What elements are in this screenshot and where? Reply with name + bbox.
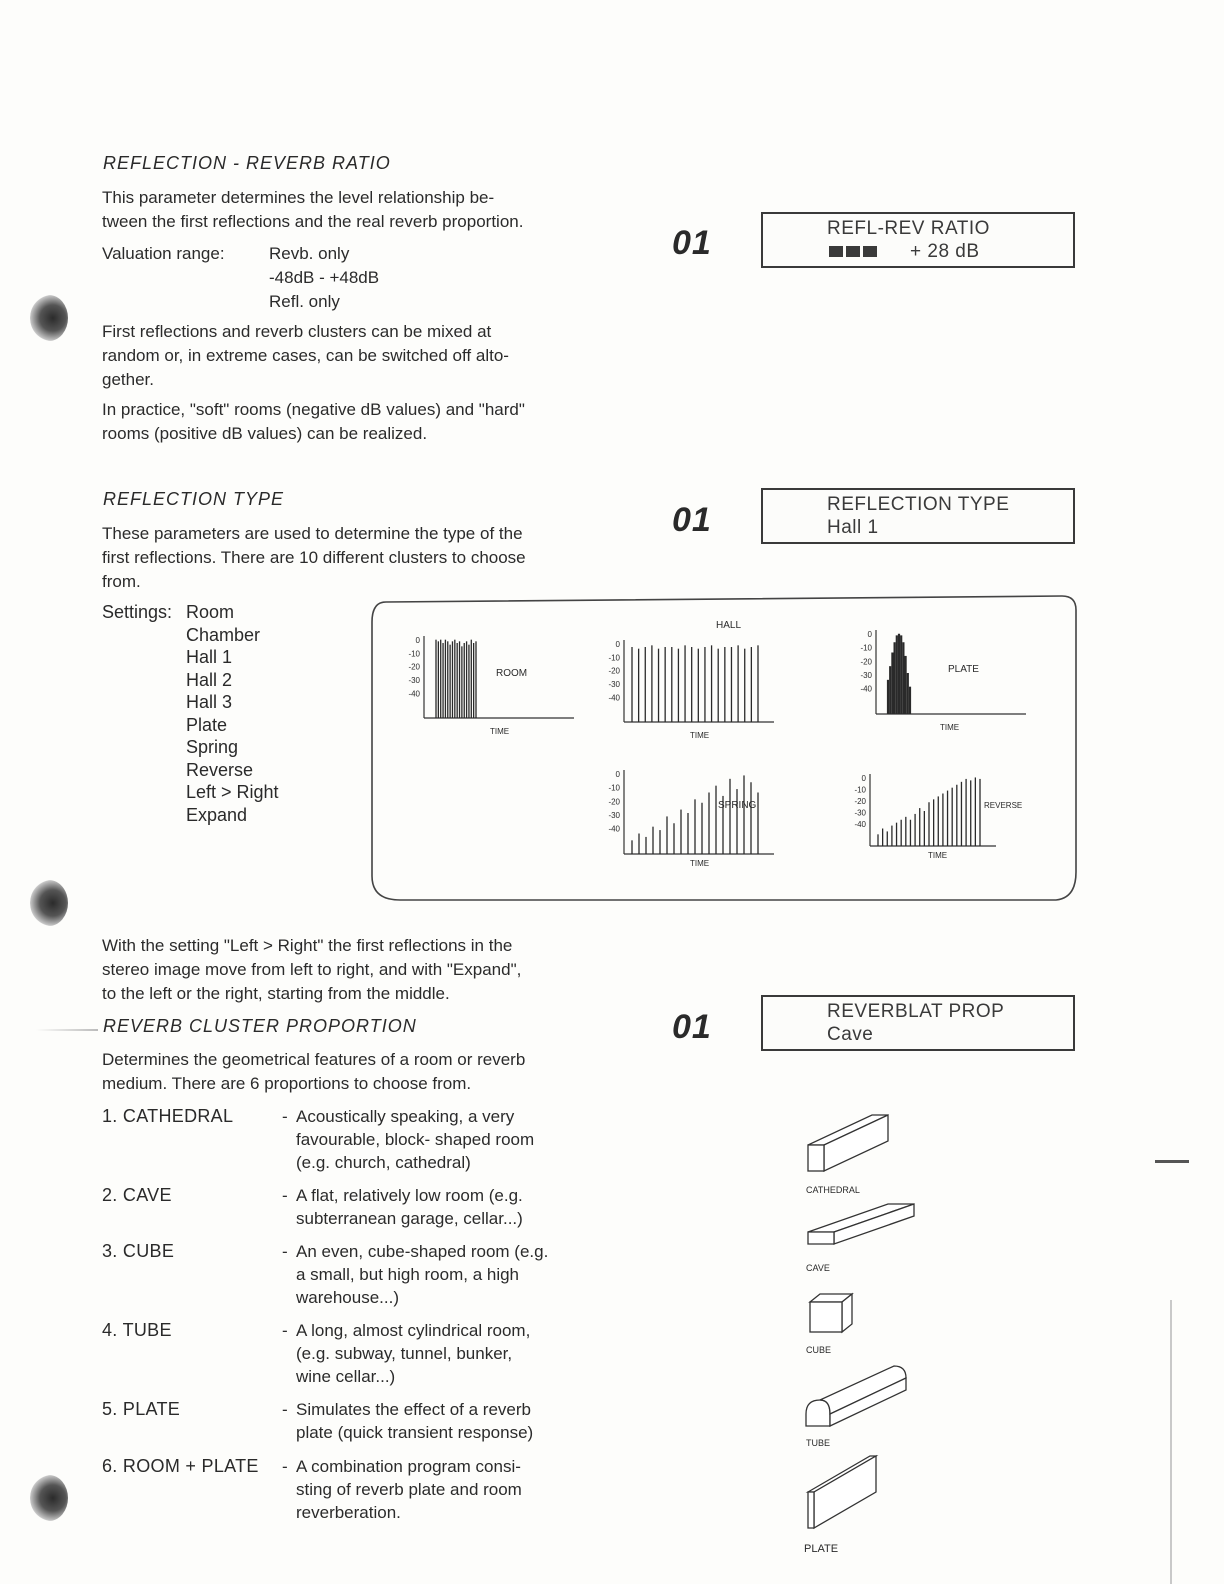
reflection-charts-panel bbox=[366, 594, 1082, 906]
shape-label: CUBE bbox=[806, 1345, 832, 1355]
binder-hole-middle bbox=[30, 880, 68, 926]
proportion-name: 6. ROOM + PLATE bbox=[102, 1456, 259, 1476]
settings-item: Hall 2 bbox=[186, 669, 233, 690]
page-edge-line bbox=[1170, 1300, 1172, 1584]
range-value: -48dB - +48dB bbox=[269, 268, 380, 287]
y-tick-label: -40 bbox=[408, 689, 420, 699]
proportion-name: 4. TUBE bbox=[102, 1320, 172, 1340]
text-line: subterranean garage, cellar...) bbox=[296, 1209, 523, 1228]
settings-item: Expand bbox=[186, 804, 248, 825]
reflection-chart-plate bbox=[860, 630, 1026, 732]
text-line: (e.g. subway, tunnel, bunker, bbox=[296, 1344, 513, 1363]
y-tick-label: -10 bbox=[608, 783, 620, 793]
settings-item: Spring bbox=[186, 737, 239, 757]
text-line: from. bbox=[102, 572, 141, 591]
y-tick-label: -10 bbox=[608, 653, 620, 663]
reflection-chart-hall bbox=[608, 620, 774, 740]
shape-label: CATHEDRAL bbox=[806, 1185, 860, 1195]
ratio-mix-text bbox=[102, 320, 584, 392]
text-line: tween the first reflections and the real reverb proportion. bbox=[102, 212, 524, 231]
y-tick-label: -10 bbox=[860, 643, 872, 653]
range-label: Valuation range: bbox=[102, 244, 225, 263]
y-tick-label: -40 bbox=[608, 693, 620, 703]
reflection-chart-room bbox=[408, 636, 574, 736]
y-tick-label: -40 bbox=[608, 824, 620, 834]
x-axis-label: TIME bbox=[690, 731, 710, 740]
settings-item: Room bbox=[186, 602, 235, 622]
program-number: 01 bbox=[672, 501, 712, 539]
text-line: In practice, "soft" rooms (negative dB values) and "hard" bbox=[102, 400, 525, 419]
text-line: Acoustically speaking, a very bbox=[296, 1107, 515, 1126]
plate-shape-icon bbox=[796, 1450, 926, 1560]
text-line: An even, cube-shaped room (e.g. bbox=[296, 1242, 549, 1261]
text-line: These parameters are used to determine the type of the bbox=[102, 524, 523, 543]
lcd-line-1: REVERBLAT PROP bbox=[827, 1001, 1005, 1022]
text-line: a small, but high room, a high bbox=[296, 1265, 520, 1284]
text-line: warehouse...) bbox=[296, 1288, 399, 1307]
y-tick-label: -20 bbox=[854, 797, 866, 807]
x-axis-label: TIME bbox=[490, 727, 510, 736]
y-tick-label: -10 bbox=[408, 649, 420, 659]
scan-mark bbox=[1155, 1160, 1189, 1163]
tube-shape-icon bbox=[796, 1360, 926, 1452]
proportion-name: 3. CUBE bbox=[102, 1241, 175, 1261]
shape-label: TUBE bbox=[806, 1438, 831, 1448]
cave-shape-icon bbox=[796, 1198, 926, 1278]
ratio-description bbox=[102, 186, 584, 234]
text-line: Simulates the effect of a reverb bbox=[296, 1400, 531, 1419]
text-line: gether. bbox=[102, 370, 154, 389]
section-heading-cluster: REVERB CLUSTER PROPORTION bbox=[103, 1016, 417, 1036]
left-right-note bbox=[102, 934, 584, 1006]
range-values bbox=[269, 242, 469, 314]
y-tick-label: -30 bbox=[854, 808, 866, 818]
y-tick-label: -20 bbox=[608, 797, 620, 807]
y-tick-label: -30 bbox=[408, 675, 420, 685]
y-tick-label: -30 bbox=[860, 671, 872, 681]
text-line: With the setting "Left > Right" the first reflections in the bbox=[102, 936, 513, 955]
text-line: random or, in extreme cases, can be switched off alto- bbox=[102, 346, 509, 365]
proportion-name: 5. PLATE bbox=[102, 1399, 181, 1419]
settings-item: Hall 1 bbox=[186, 647, 233, 667]
x-axis-label: TIME bbox=[928, 851, 948, 860]
section-heading-type: REFLECTION TYPE bbox=[103, 489, 285, 509]
lcd-display-type bbox=[761, 488, 1075, 544]
y-tick-label: -30 bbox=[608, 679, 620, 689]
chart-name-label: REVERSE bbox=[984, 801, 1023, 810]
settings-item: Hall 3 bbox=[186, 692, 233, 712]
lcd-line-1: REFLECTION TYPE bbox=[827, 494, 1010, 515]
proportion-name: 1. CATHEDRAL bbox=[102, 1106, 234, 1126]
cathedral-shape-icon bbox=[796, 1105, 926, 1201]
level-bar-icon bbox=[829, 246, 881, 258]
scan-streak bbox=[36, 1029, 98, 1031]
settings-label: Settings: bbox=[102, 602, 173, 622]
y-tick-label: 0 bbox=[861, 774, 866, 783]
text-line: medium. There are 6 proportions to choose from. bbox=[102, 1074, 472, 1093]
cube-shape-icon bbox=[796, 1284, 926, 1358]
lcd-display-cluster bbox=[761, 995, 1075, 1051]
text-line: (e.g. church, cathedral) bbox=[296, 1153, 471, 1172]
lcd-display-ratio bbox=[761, 212, 1075, 268]
binder-hole-bottom bbox=[30, 1475, 68, 1521]
settings-list bbox=[186, 601, 279, 826]
program-number: 01 bbox=[672, 224, 712, 262]
y-tick-label: 0 bbox=[415, 636, 420, 645]
cluster-description bbox=[102, 1048, 584, 1096]
lcd-line-2: + 28 dB bbox=[910, 241, 980, 262]
binder-hole-top bbox=[30, 295, 68, 341]
type-description bbox=[102, 522, 584, 594]
program-number: 01 bbox=[672, 1008, 712, 1046]
settings-item: Reverse bbox=[186, 759, 254, 780]
ratio-practice-text bbox=[102, 398, 584, 446]
y-tick-label: 0 bbox=[867, 630, 872, 639]
text-line: rooms (positive dB values) can be realized. bbox=[102, 424, 428, 443]
range-value: Refl. only bbox=[269, 292, 340, 311]
text-line: A combination program consi- bbox=[296, 1457, 521, 1476]
section-heading-ratio: REFLECTION - REVERB RATIO bbox=[103, 153, 391, 173]
chart-name-label: ROOM bbox=[496, 668, 528, 679]
chart-name-label: PLATE bbox=[948, 664, 979, 675]
reflection-chart-spring bbox=[608, 770, 774, 868]
y-tick-label: 0 bbox=[615, 640, 620, 649]
y-tick-label: -20 bbox=[408, 662, 420, 672]
chart-name-label: HALL bbox=[716, 620, 742, 631]
text-line: wine cellar...) bbox=[296, 1367, 396, 1386]
y-tick-label: -40 bbox=[854, 820, 866, 830]
settings-item: Plate bbox=[186, 714, 228, 735]
text-line: favourable, block- shaped room bbox=[296, 1130, 535, 1149]
text-line: This parameter determines the level relationship be- bbox=[102, 188, 495, 207]
x-axis-label: TIME bbox=[940, 723, 960, 732]
proportion-name: 2. CAVE bbox=[102, 1185, 172, 1205]
settings-item: Chamber bbox=[186, 624, 261, 645]
text-line: reverberation. bbox=[296, 1503, 401, 1522]
text-line: First reflections and reverb clusters can be mixed at bbox=[102, 322, 492, 341]
y-tick-label: -30 bbox=[608, 811, 620, 821]
lcd-line-1: REFL-REV RATIO bbox=[827, 218, 990, 239]
reflection-chart-reverse bbox=[854, 774, 1022, 860]
lcd-line-2: Hall 1 bbox=[827, 517, 879, 538]
shape-label: PLATE bbox=[804, 1543, 839, 1555]
text-line: Determines the geometrical features of a room or reverb bbox=[102, 1050, 526, 1069]
text-line: first reflections. There are 10 different clusters to choose bbox=[102, 548, 526, 567]
shape-label: CAVE bbox=[806, 1263, 830, 1273]
y-tick-label: -20 bbox=[608, 666, 620, 676]
text-line: plate (quick transient response) bbox=[296, 1423, 534, 1442]
y-tick-label: 0 bbox=[615, 770, 620, 779]
text-line: stereo image move from left to right, and with "Expand", bbox=[102, 960, 522, 979]
text-line: A long, almost cylindrical room, bbox=[296, 1321, 531, 1340]
chart-name-label: SPRING bbox=[718, 800, 757, 811]
text-line: to the left or the right, starting from the middle. bbox=[102, 984, 450, 1003]
text-line: A flat, relatively low room (e.g. bbox=[296, 1186, 523, 1205]
y-tick-label: -10 bbox=[854, 785, 866, 795]
range-value: Revb. only bbox=[269, 244, 350, 263]
text-line: sting of reverb plate and room bbox=[296, 1480, 522, 1499]
y-tick-label: -40 bbox=[860, 684, 872, 694]
y-tick-label: -20 bbox=[860, 657, 872, 667]
x-axis-label: TIME bbox=[690, 859, 710, 868]
lcd-line-2: Cave bbox=[827, 1024, 874, 1045]
settings-item: Left > Right bbox=[186, 782, 279, 802]
